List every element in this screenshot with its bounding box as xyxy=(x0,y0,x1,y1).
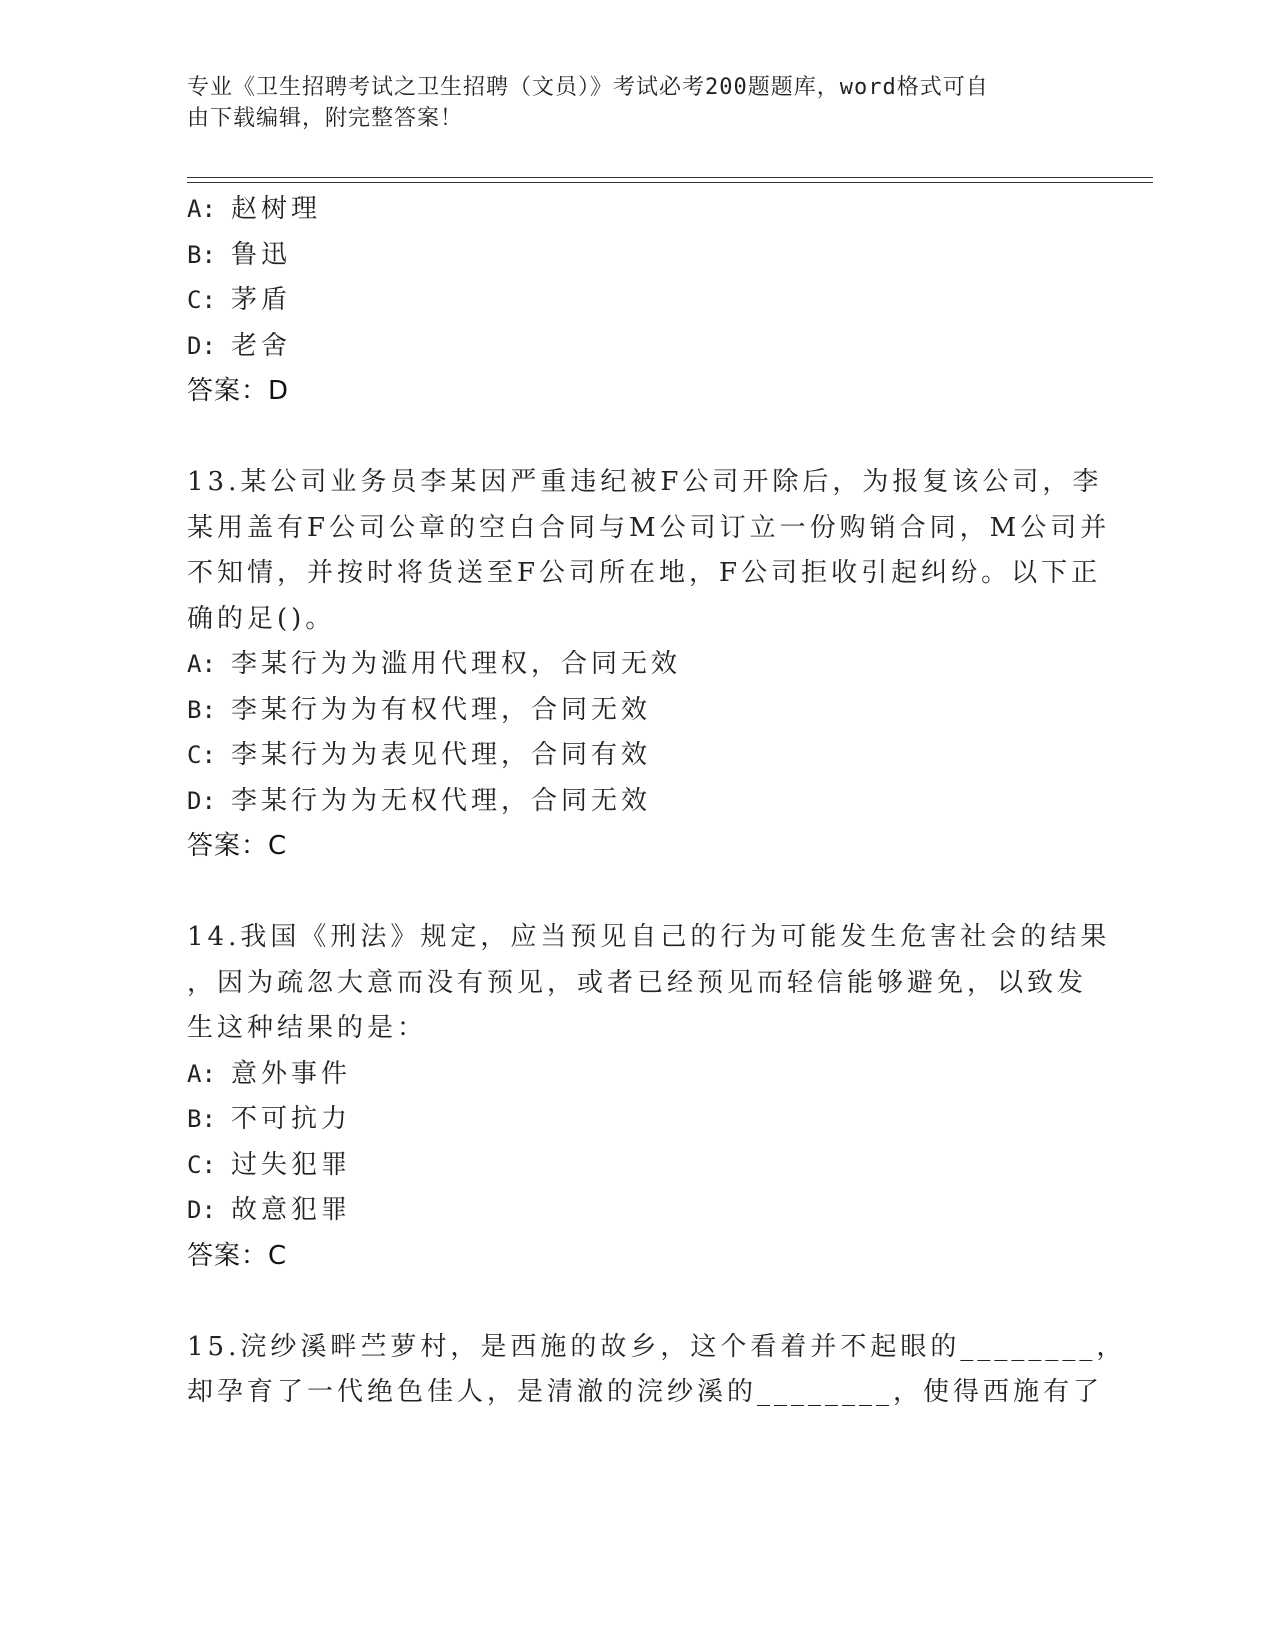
option-letter: B: xyxy=(187,240,216,269)
question-15 xyxy=(187,1325,1127,1416)
option-letter: C: xyxy=(187,741,216,769)
option-text: 不可抗力 xyxy=(231,1104,352,1134)
question-stem-line: 确的足()。 xyxy=(187,603,336,634)
option-text: 李某行为为表见代理，合同有效 xyxy=(231,740,652,770)
document-body xyxy=(187,187,1127,1416)
option-b xyxy=(187,1097,1087,1143)
header-divider-secondary xyxy=(187,182,1153,183)
option-c xyxy=(187,1143,1087,1189)
question-stem-line: 15.浣纱溪畔苎萝村，是西施的故乡，这个看着并不起眼的________， xyxy=(187,1331,1127,1362)
option-letter: B: xyxy=(187,695,216,724)
header-divider xyxy=(187,177,1153,178)
option-letter: A: xyxy=(187,650,216,678)
option-letter: C: xyxy=(187,1150,216,1179)
header-line-2: 由下载编辑，附完整答案！ xyxy=(187,106,464,131)
option-letter: D: xyxy=(187,331,216,360)
option-text: 李某行为为滥用代理权，合同无效 xyxy=(231,649,682,679)
question-stem-line: ，因为疏忽大意而没有预见，或者已经预见而轻信能够避免，以致发 xyxy=(187,967,1088,998)
spacer xyxy=(187,1279,1087,1325)
spacer xyxy=(187,415,1087,461)
option-letter: C: xyxy=(187,286,216,314)
question-14 xyxy=(187,915,1111,1279)
option-text: 赵树理 xyxy=(231,194,322,224)
option-b xyxy=(187,688,1087,734)
option-text: 老舍 xyxy=(231,330,292,361)
header-line-1: 专业《卫生招聘考试之卫生招聘（文员）》考试必考200题题库，word格式可自 xyxy=(187,75,989,100)
option-c xyxy=(187,278,1087,324)
option-d xyxy=(187,324,1087,370)
option-letter: D: xyxy=(187,786,216,815)
question-stem-line: 某用盖有F公司公章的空白合同与M公司订立一份购销合同，M公司并 xyxy=(187,512,1111,543)
question-stem-line: 不知情，并按时将货送至F公司所在地，F公司拒收引起纠纷。以下正 xyxy=(187,558,1102,588)
spacer xyxy=(187,870,1087,916)
option-b xyxy=(187,233,1087,279)
option-a xyxy=(187,187,1087,233)
question-stem-line: 13.某公司业务员李某因严重违纪被F公司开除后，为报复该公司，李 xyxy=(187,467,1103,497)
document-header xyxy=(187,72,1067,134)
option-letter: B: xyxy=(187,1105,216,1133)
question-stem-line: 生这种结果的是： xyxy=(187,1013,428,1043)
question-12 xyxy=(187,187,1087,415)
option-letter: D: xyxy=(187,1196,216,1224)
option-d xyxy=(187,779,1087,825)
answer-line: 答案：C xyxy=(187,1240,288,1271)
option-text: 李某行为为无权代理，合同无效 xyxy=(231,785,652,816)
option-text: 李某行为为有权代理，合同无效 xyxy=(231,694,652,725)
option-text: 意外事件 xyxy=(231,1058,352,1089)
answer-line: 答案：D xyxy=(187,376,290,406)
option-a xyxy=(187,642,1087,688)
option-letter: A: xyxy=(187,195,216,223)
question-stem-line: 却孕育了一代绝色佳人，是清澈的浣纱溪的________，使得西施有了 xyxy=(187,1377,1104,1407)
question-13 xyxy=(187,460,1111,870)
option-a xyxy=(187,1052,1087,1098)
option-c xyxy=(187,733,1087,779)
option-letter: A: xyxy=(187,1059,216,1088)
answer-line: 答案：C xyxy=(187,831,288,861)
question-stem-line: 14.我国《刑法》规定，应当预见自己的行为可能发生危害社会的结果 xyxy=(187,922,1111,952)
option-text: 鲁迅 xyxy=(231,239,292,270)
option-text: 过失犯罪 xyxy=(231,1149,352,1180)
option-text: 故意犯罪 xyxy=(231,1195,352,1225)
option-text: 茅盾 xyxy=(231,285,292,315)
option-d xyxy=(187,1188,1087,1234)
